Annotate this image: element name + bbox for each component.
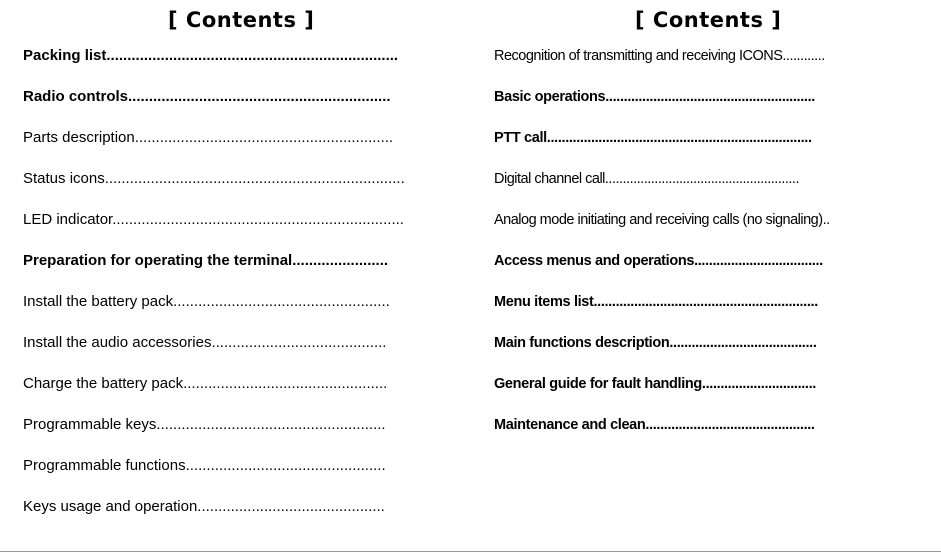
toc-entry: Access menus and operations................................... bbox=[494, 253, 823, 269]
toc-entry: Status icons........................................................................ bbox=[23, 170, 405, 187]
toc-entry: Digital channel call....................................................... bbox=[494, 171, 799, 187]
contents-heading-right: [ Contents ] bbox=[635, 8, 782, 32]
toc-entry: Maintenance and clean.............................................. bbox=[494, 417, 815, 433]
toc-entry: Basic operations......................................................... bbox=[494, 89, 815, 105]
toc-entry: Install the battery pack.................................................... bbox=[23, 293, 390, 310]
toc-entry: Preparation for operating the terminal....................... bbox=[23, 252, 389, 269]
toc-list-left bbox=[23, 44, 435, 536]
toc-entry: Menu items list............................................................. bbox=[494, 294, 818, 310]
contents-heading-left: [ Contents ] bbox=[168, 8, 315, 32]
toc-entry: PTT call........................................................................ bbox=[494, 130, 812, 146]
toc-entry: Main functions description........................................ bbox=[494, 335, 817, 351]
page-bottom-rule bbox=[0, 551, 941, 552]
toc-entry: Recognition of transmitting and receiving ICONS............ bbox=[494, 48, 825, 64]
toc-entry: Radio controls............................................................... bbox=[23, 88, 391, 105]
toc-entry: Packing list...................................................................... bbox=[23, 47, 399, 64]
toc-list-right bbox=[494, 44, 892, 454]
toc-entry: Parts description.............................................................. bbox=[23, 129, 394, 146]
toc-entry: General guide for fault handling............................... bbox=[494, 376, 816, 392]
toc-entry: Programmable functions................................................ bbox=[23, 457, 386, 474]
toc-entry: Analog mode initiating and receiving calls (no signaling).. bbox=[494, 212, 830, 228]
toc-entry: Programmable keys....................................................... bbox=[23, 416, 386, 433]
toc-entry: Install the audio accessories.......................................... bbox=[23, 334, 387, 351]
toc-entry: Keys usage and operation............................................. bbox=[23, 498, 385, 515]
toc-entry: LED indicator...................................................................... bbox=[23, 211, 404, 228]
toc-entry: Charge the battery pack................................................. bbox=[23, 375, 388, 392]
